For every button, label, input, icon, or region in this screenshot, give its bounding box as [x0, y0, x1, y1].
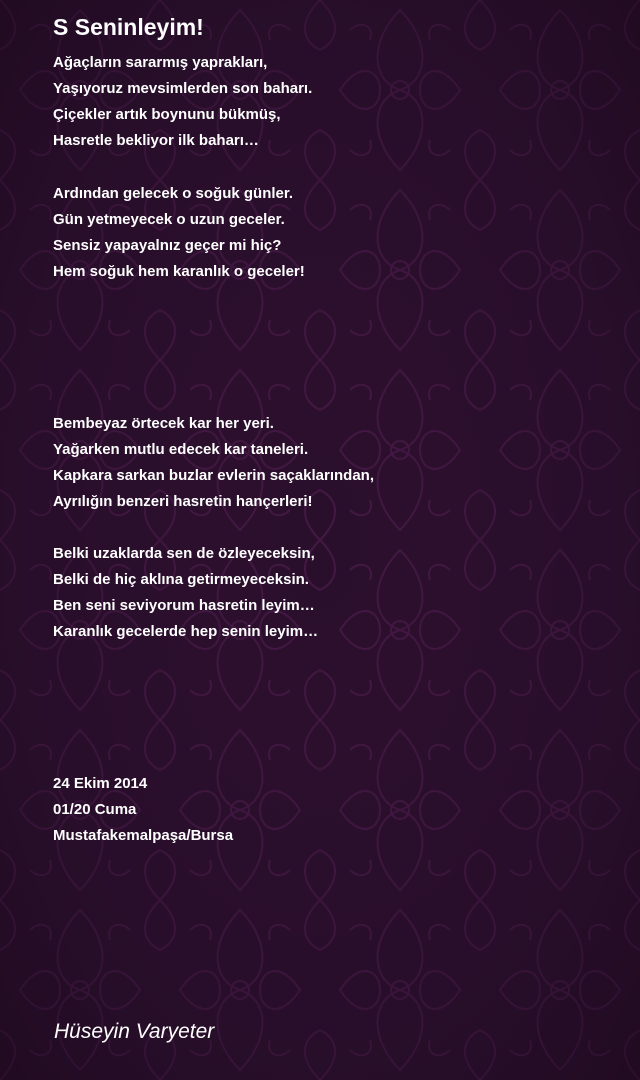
stanza-1	[53, 50, 312, 154]
poem-line: Ben seni seviyorum hasretin leyim…	[53, 597, 315, 614]
poem-line: Sensiz yapayalnız geçer mi hiç?	[53, 237, 282, 254]
poem-title: S Seninleyim!	[53, 14, 204, 40]
poem-author: Hüseyin Varyeter	[54, 1020, 215, 1043]
stanza-2	[53, 181, 305, 285]
poem-line: Belki uzaklarda sen de özleyeceksin,	[53, 545, 315, 562]
poem-line: Yaşıyoruz mevsimlerden son baharı.	[53, 80, 313, 97]
poem-line: Hem soğuk hem karanlık o geceler!	[53, 263, 305, 280]
poem-line: Bembeyaz örtecek kar her yeri.	[53, 415, 274, 432]
poem-date: 24 Ekim 2014	[53, 775, 148, 792]
poem-location: Mustafakemalpaşa/Bursa	[53, 827, 234, 844]
poem-line: Yağarken mutlu edecek kar taneleri.	[53, 441, 309, 458]
poem-day: 01/20 Cuma	[53, 801, 137, 818]
stanza-4	[53, 541, 318, 645]
stanza-3	[53, 411, 374, 515]
poem-line: Kapkara sarkan buzlar evlerin saçaklarından,	[53, 467, 374, 484]
poem-line: Ayrılığın benzeri hasretin hançerleri!	[53, 493, 313, 510]
date-location-block	[53, 771, 233, 849]
poem-line: Ardından gelecek o soğuk günler.	[53, 185, 294, 202]
poem-line: Gün yetmeyecek o uzun geceler.	[53, 211, 285, 228]
poem-line: Belki de hiç aklına getirmeyeceksin.	[53, 571, 309, 588]
poem-line: Hasretle bekliyor ilk baharı…	[53, 132, 259, 149]
poem-line: Karanlık gecelerde hep senin leyim…	[53, 623, 319, 640]
poem-line: Çiçekler artık boynunu bükmüş,	[53, 106, 281, 123]
poem-line: Ağaçların sararmış yaprakları,	[53, 54, 268, 71]
